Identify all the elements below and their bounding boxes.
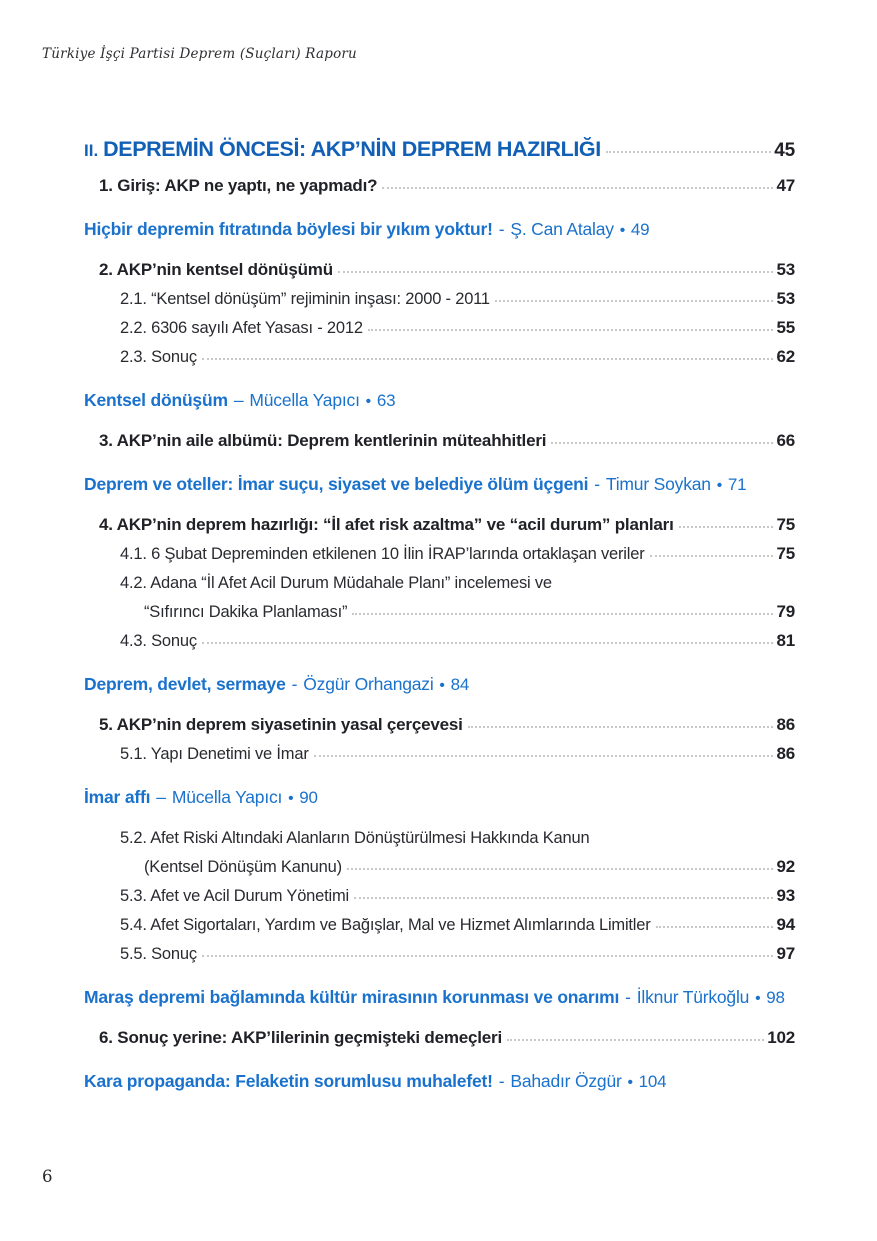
dot-leader <box>679 526 774 528</box>
toc-subsection-continuation[interactable] <box>84 601 795 623</box>
dot-leader <box>551 442 773 444</box>
separator-dash: - <box>625 987 631 1007</box>
guest-author: İlknur Türkoğlu <box>636 987 750 1007</box>
entry-label: 2. AKP’nin kentsel dönüşümü <box>99 260 333 279</box>
page-number: 45 <box>774 140 795 161</box>
page-number: 47 <box>776 176 795 195</box>
page-number: 63 <box>376 391 396 410</box>
bullet-icon: • <box>288 790 294 807</box>
guest-article-title: Deprem ve oteller: İmar suçu, siyaset ve belediye ölüm üçgeni <box>84 474 589 494</box>
page-number: 49 <box>630 220 650 239</box>
page-number: 71 <box>727 475 747 494</box>
toc-subsection-entry[interactable] <box>84 288 795 310</box>
toc-guest-article-entry[interactable] <box>84 672 795 698</box>
guest-author: Ş. Can Atalay <box>510 219 614 239</box>
bullet-icon: • <box>365 393 371 410</box>
dot-leader <box>495 300 774 302</box>
toc-subsection-entry[interactable] <box>84 317 795 339</box>
page-number: 90 <box>299 788 318 807</box>
entry-label: 4. AKP’nin deprem hazırlığı: “İl afet risk azaltma” ve “acil durum” planları <box>99 515 674 534</box>
dot-leader <box>202 358 774 360</box>
entry-label: 5.1. Yapı Denetimi ve İmar <box>120 745 309 763</box>
page-number: 102 <box>767 1028 795 1047</box>
dot-leader <box>382 187 773 189</box>
entry-label: 1. Giriş: AKP ne yaptı, ne yapmadı? <box>99 176 378 195</box>
page-number: 86 <box>776 744 795 763</box>
bullet-icon: • <box>716 477 722 494</box>
entry-label: 2.3. Sonuç <box>120 348 197 366</box>
page-number: 97 <box>776 944 795 963</box>
page-number: 93 <box>776 886 795 905</box>
bullet-icon: • <box>619 222 625 239</box>
toc-subsection-entry[interactable] <box>84 943 795 965</box>
bullet-icon: • <box>439 677 445 694</box>
entry-label: “Sıfırıncı Dakika Planlaması” <box>144 603 348 621</box>
page-number: 98 <box>766 988 785 1007</box>
toc-subsection-entry[interactable] <box>84 572 795 594</box>
toc-subsection-entry[interactable] <box>84 885 795 907</box>
toc-subsection-entry[interactable] <box>84 827 795 849</box>
dot-leader <box>202 642 774 644</box>
toc-subsection-continuation[interactable] <box>84 856 795 878</box>
toc-subsection-entry[interactable] <box>84 543 795 565</box>
dot-leader <box>656 926 774 928</box>
page-number: 75 <box>776 544 795 563</box>
toc-chapter-entry[interactable] <box>84 1027 795 1049</box>
toc-guest-article-entry[interactable] <box>84 388 795 414</box>
toc-subsection-entry[interactable] <box>84 914 795 936</box>
entry-label: 2.1. “Kentsel dönüşüm” rejiminin inşası: 2000 - 2011 <box>120 290 490 308</box>
dot-leader <box>368 329 774 331</box>
entry-label: 5.2. Afet Riski Altındaki Alanların Dönüştürülmesi Hakkında Kanun <box>120 829 590 847</box>
page-number: 81 <box>776 631 795 650</box>
toc-chapter-entry[interactable] <box>84 514 795 536</box>
running-header: Türkiye İşçi Partisi Deprem (Suçları) Raporu <box>42 46 357 62</box>
guest-author: Timur Soykan <box>605 474 711 494</box>
dot-leader <box>468 726 774 728</box>
dot-leader <box>606 151 771 153</box>
page-number: 84 <box>450 675 470 694</box>
separator-dash: - <box>498 1071 505 1091</box>
bullet-icon: • <box>627 1074 633 1091</box>
page-number: 62 <box>776 347 795 366</box>
guest-article-title: Hiçbir depremin fıtratında böylesi bir yıkım yoktur! <box>84 219 493 239</box>
guest-author: Mücella Yapıcı <box>171 787 283 807</box>
entry-label: 4.1. 6 Şubat Depreminden etkilenen 10 İlin İRAP’larında ortaklaşan veriler <box>120 545 645 563</box>
dot-leader <box>507 1039 764 1041</box>
toc-guest-article-entry[interactable] <box>84 785 795 811</box>
guest-article-title: Kentsel dönüşüm <box>84 390 228 410</box>
entry-label: 5. AKP’nin deprem siyasetinin yasal çerçevesi <box>99 715 463 734</box>
separator-dash: - <box>291 674 298 694</box>
page-number: 53 <box>776 260 795 279</box>
guest-article-title: Maraş depremi bağlamında kültür mirasının korunması ve onarımı <box>84 987 620 1007</box>
entry-label: 4.3. Sonuç <box>120 632 197 650</box>
entry-label: 4.2. Adana “İl Afet Acil Durum Müdahale Planı” incelemesi ve <box>120 574 552 592</box>
guest-article-title: Deprem, devlet, sermaye <box>84 674 286 694</box>
guest-article-title: Kara propaganda: Felaketin sorumlusu muhalefet! <box>84 1071 493 1091</box>
table-of-contents <box>84 136 795 1095</box>
toc-subsection-entry[interactable] <box>84 743 795 765</box>
dot-leader <box>338 271 774 273</box>
page-number: 104 <box>638 1072 667 1091</box>
toc-section-heading[interactable] <box>84 136 795 164</box>
entry-label: 5.3. Afet ve Acil Durum Yönetimi <box>120 887 349 905</box>
separator-dash: - <box>498 219 505 239</box>
separator-dash: - <box>594 474 600 494</box>
guest-author: Özgür Orhangazi <box>303 674 434 694</box>
page-number: 79 <box>776 602 795 621</box>
dot-leader <box>354 897 773 899</box>
toc-guest-article-entry[interactable] <box>84 217 795 243</box>
toc-chapter-entry[interactable] <box>84 175 795 197</box>
entry-label: 2.2. 6306 sayılı Afet Yasası - 2012 <box>120 319 363 337</box>
entry-label: 5.4. Afet Sigortaları, Yardım ve Bağışlar, Mal ve Hizmet Alımlarında Limitler <box>120 916 651 934</box>
toc-subsection-entry[interactable] <box>84 630 795 652</box>
guest-author: Mücella Yapıcı <box>249 390 360 410</box>
toc-guest-article-entry[interactable] <box>84 1069 795 1095</box>
entry-label: (Kentsel Dönüşüm Kanunu) <box>144 858 342 876</box>
toc-guest-article-entry[interactable] <box>84 985 795 1011</box>
section-title: DEPREMİN ÖNCESİ: AKP’NİN DEPREM HAZIRLIĞI <box>103 137 601 161</box>
separator-dash: – <box>233 390 244 410</box>
dot-leader <box>347 868 774 870</box>
page-number: 53 <box>776 289 795 308</box>
dot-leader <box>314 755 774 757</box>
entry-label: 5.5. Sonuç <box>120 945 197 963</box>
toc-chapter-entry[interactable] <box>84 714 795 736</box>
dot-leader <box>352 613 773 615</box>
page-number: 55 <box>776 318 795 337</box>
page-number: 92 <box>776 857 795 876</box>
guest-article-title: İmar affı <box>84 787 151 807</box>
page-number: 66 <box>776 431 795 450</box>
bullet-icon: • <box>755 990 761 1007</box>
guest-author: Bahadır Özgür <box>510 1071 622 1091</box>
page-number: 75 <box>776 515 795 534</box>
folio-page-number: 6 <box>42 1167 53 1186</box>
separator-dash: – <box>156 787 166 807</box>
toc-chapter-entry[interactable] <box>84 430 795 452</box>
toc-subsection-entry[interactable] <box>84 346 795 368</box>
section-number: II. <box>84 141 99 160</box>
entry-label: 6. Sonuç yerine: AKP’lilerinin geçmişteki demeçleri <box>99 1028 502 1047</box>
page-number: 86 <box>776 715 795 734</box>
toc-guest-article-entry[interactable] <box>84 472 795 498</box>
dot-leader <box>650 555 774 557</box>
toc-chapter-entry[interactable] <box>84 259 795 281</box>
entry-label: 3. AKP’nin aile albümü: Deprem kentlerinin müteahhitleri <box>99 431 547 450</box>
page-number: 94 <box>776 915 795 934</box>
dot-leader <box>202 955 774 957</box>
